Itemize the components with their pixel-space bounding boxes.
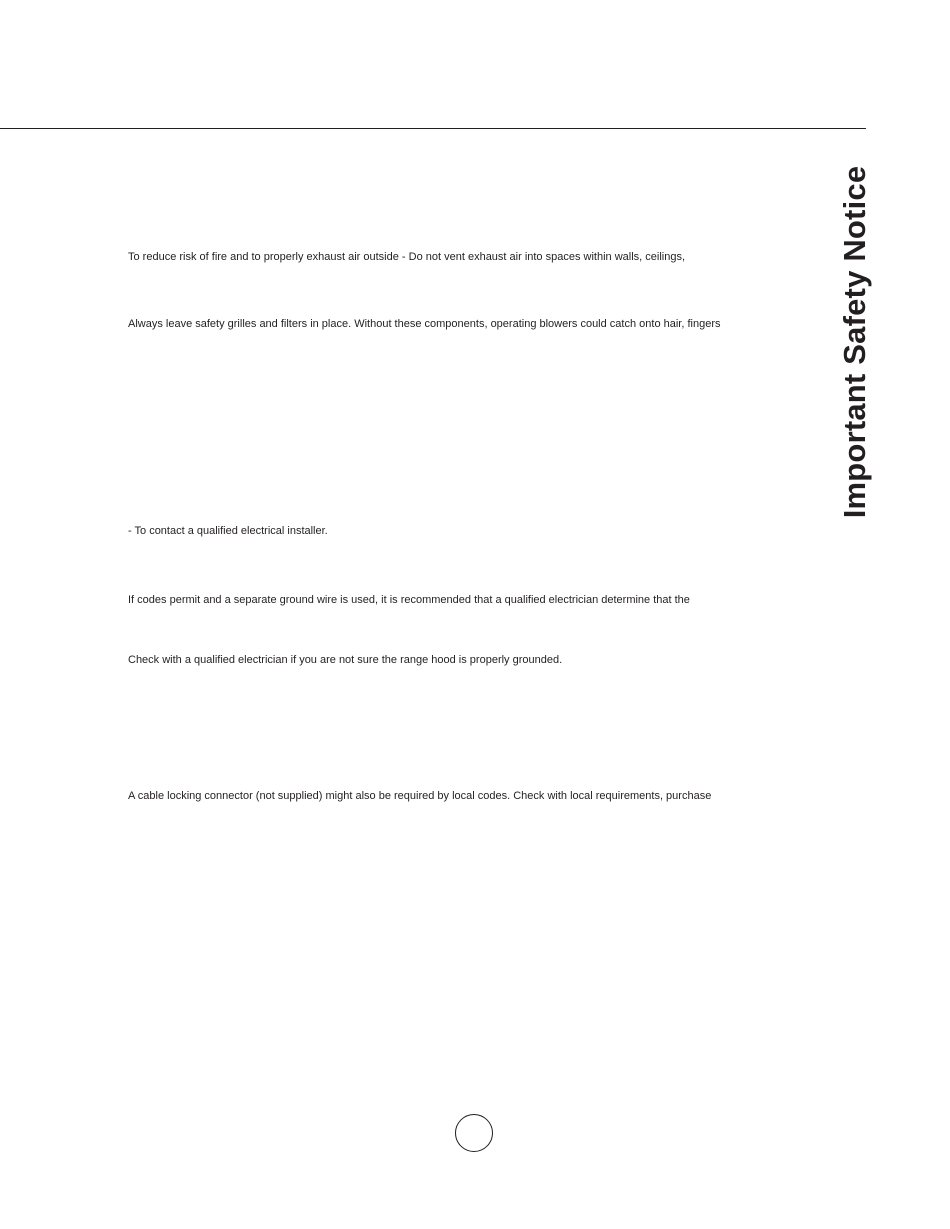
paragraph-cable-connector: A cable locking connector (not supplied) might also be required by local codes. Check with local requirements, purchase	[128, 790, 712, 802]
paragraph-check-grounded: Check with a qualified electrician if you are not sure the range hood is properly grounded.	[128, 654, 563, 666]
paragraph-ground-wire: If codes permit and a separate ground wire is used, it is recommended that a qualified electrician determine that the	[128, 594, 690, 606]
header-rule	[0, 128, 866, 129]
paragraph-vent-warning: To reduce risk of fire and to properly exhaust air outside - Do not vent exhaust air into spaces within walls, ceilings,	[128, 251, 685, 263]
page-number-circle	[455, 1114, 493, 1152]
section-title: Important Safety Notice	[837, 165, 872, 519]
list-item-contact-installer: - To contact a qualified electrical installer.	[128, 525, 328, 537]
paragraph-grilles-warning: Always leave safety grilles and filters in place. Without these components, operating blowers could catch onto hair, fingers	[128, 318, 721, 330]
